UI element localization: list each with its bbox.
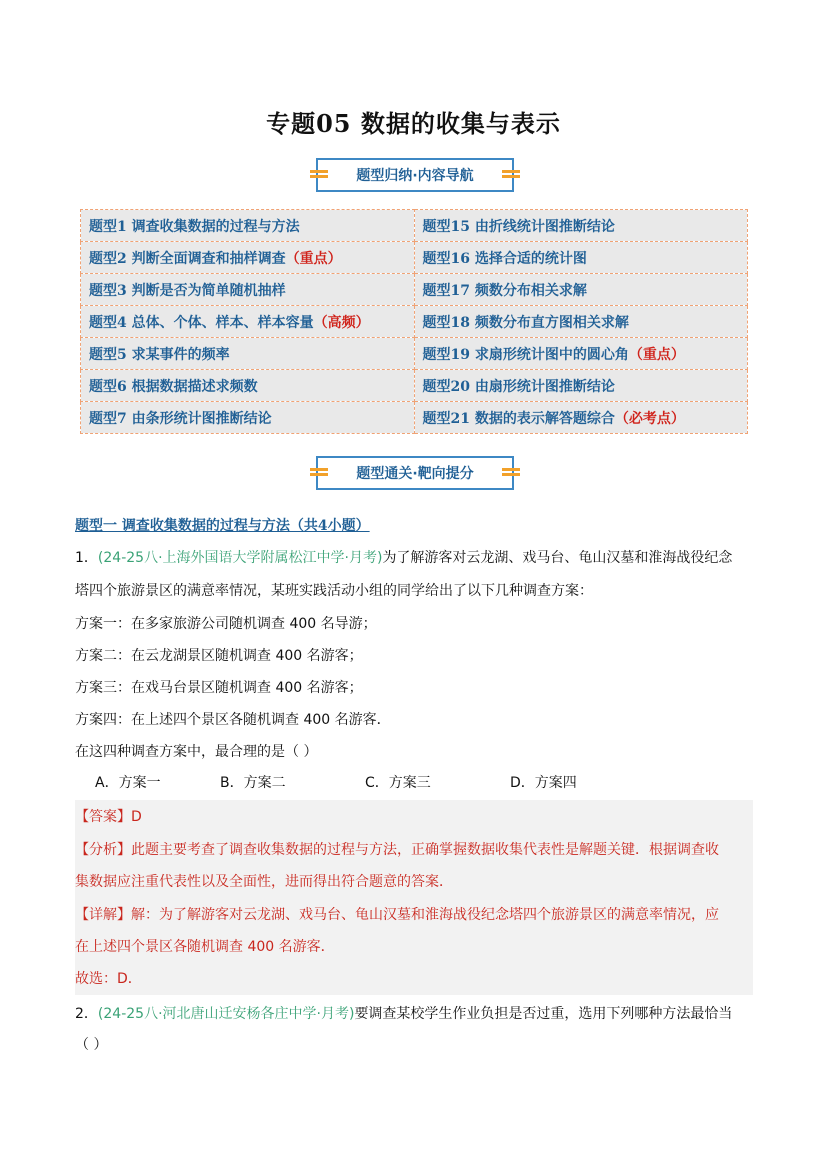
topic-nav-table [80,209,748,434]
nav-row [81,402,748,434]
answer-box [75,800,753,995]
nav-item-label: 题型16 选择合适的统计图 [422,250,587,267]
nav-item-label: 题型7 由条形统计图推断结论 [89,410,272,427]
q1-analysis-2: 集数据应注重代表性以及全面性，进而得出符合题意的答案． [75,874,453,890]
nav-item-label: 题型4 总体、个体、样本、样本容量 [89,314,314,331]
q2-line-1 [75,1003,755,1023]
nav-item-left[interactable] [81,402,415,434]
section-heading: 题型一 调查收集数据的过程与方法（共4小题） [75,518,370,534]
nav-item-label: 题型18 频数分布直方图相关求解 [422,314,629,331]
q2-source: (24-25八·河北唐山迁安杨各庄中学·月考) [97,1006,355,1022]
q1-plan-3: 方案三：在戏马台景区随机调查 400 名游客； [75,680,363,696]
contents-banner [316,158,514,192]
nav-item-label: 题型3 判断是否为简单随机抽样 [89,282,286,299]
q1-plan-2: 方案二：在云龙湖景区随机调查 400 名游客； [75,648,363,664]
nav-item-right[interactable] [414,338,748,370]
contents-banner-label: 题型归纳·内容导航 [356,168,474,184]
nav-row [81,274,748,306]
nav-item-label: 题型21 数据的表示解答题综合 [422,410,615,427]
nav-item-label: 题型20 由扇形统计图推断结论 [422,378,615,395]
nav-row [81,242,748,274]
nav-item-right[interactable] [414,242,748,274]
nav-item-label: 题型6 根据数据描述求频数 [89,378,258,395]
banner-deco-icon [502,168,520,182]
q1-text-a: 为了解游客对云龙湖、戏马台、龟山汉墓和淮海战役纪念 [382,550,733,566]
q1-question: 在这四种调查方案中，最合理的是（ ） [75,744,318,760]
practice-banner [316,456,514,490]
q1-choose: 故选：D． [75,971,142,987]
nav-item-label: 题型17 频数分布相关求解 [422,282,587,299]
q1-option-a: A．方案一 [95,775,161,791]
nav-item-right[interactable] [414,402,748,434]
page-title: 专题05 数据的收集与表示 [266,109,561,138]
q1-analysis-1: 【分析】此题主要考查了调查收集数据的过程与方法，正确掌握数据收集代表性是解题关键．根据调查收 [75,842,719,858]
q1-option-c: C．方案三 [365,775,431,791]
nav-item-left[interactable] [81,210,415,242]
q1-detail-1: 【详解】解：为了解游客对云龙湖、戏马台、龟山汉墓和淮海战役纪念塔四个旅游景区的满意率情况，应 [75,907,719,923]
q1-plan-4: 方案四：在上述四个景区各随机调查 400 名游客． [75,712,391,728]
q1-plan-1: 方案一：在多家旅游公司随机调查 400 名导游； [75,616,377,632]
nav-item-label: 题型19 求扇形统计图中的圆心角 [422,346,629,363]
nav-row [81,370,748,402]
banner-deco-icon [310,168,328,182]
nav-item-left[interactable] [81,370,415,402]
nav-item-right[interactable] [414,210,748,242]
q1-detail-2: 在上述四个景区各随机调查 400 名游客． [75,939,335,955]
nav-item-right[interactable] [414,306,748,338]
nav-item-right[interactable] [414,274,748,306]
practice-banner-label: 题型通关·靶向提分 [356,466,474,482]
nav-item-label: 题型2 判断全面调查和抽样调查 [89,250,286,267]
q2-text-a: 要调查某校学生作业负担是否过重，选用下列哪种方法最恰当 [354,1006,733,1022]
nav-item-label: 题型15 由折线统计图推断结论 [422,218,615,235]
nav-item-label: 题型5 求某事件的频率 [89,346,230,363]
nav-item-left[interactable] [81,242,415,274]
nav-row [81,210,748,242]
nav-item-label: 题型1 调查收集数据的过程与方法 [89,218,300,235]
nav-item-left[interactable] [81,306,415,338]
q2-line-2: （ ） [75,1037,108,1053]
q1-source: (24-25八·上海外国语大学附属松江中学·月考) [97,550,383,566]
nav-item-tag: （重点） [285,250,342,267]
nav-item-left[interactable] [81,274,415,306]
nav-item-tag: （重点） [628,346,685,363]
q1-line-2: 塔四个旅游景区的满意率情况，某班实践活动小组的同学给出了以下几种调查方案： [75,583,593,599]
nav-item-left[interactable] [81,338,415,370]
nav-row [81,306,748,338]
nav-row [81,338,748,370]
banner-deco-icon [502,466,520,480]
banner-deco-icon [310,466,328,480]
q2-number: 2． [75,1006,98,1022]
nav-item-right[interactable] [414,370,748,402]
q1-number: 1． [75,550,98,566]
q1-line-1 [75,547,755,567]
nav-item-tag: （必考点） [614,410,685,427]
nav-item-tag: （高频） [313,314,370,331]
q1-option-d: D．方案四 [510,775,577,791]
q1-option-b: B．方案二 [220,775,286,791]
q1-answer: 【答案】D [75,809,142,825]
